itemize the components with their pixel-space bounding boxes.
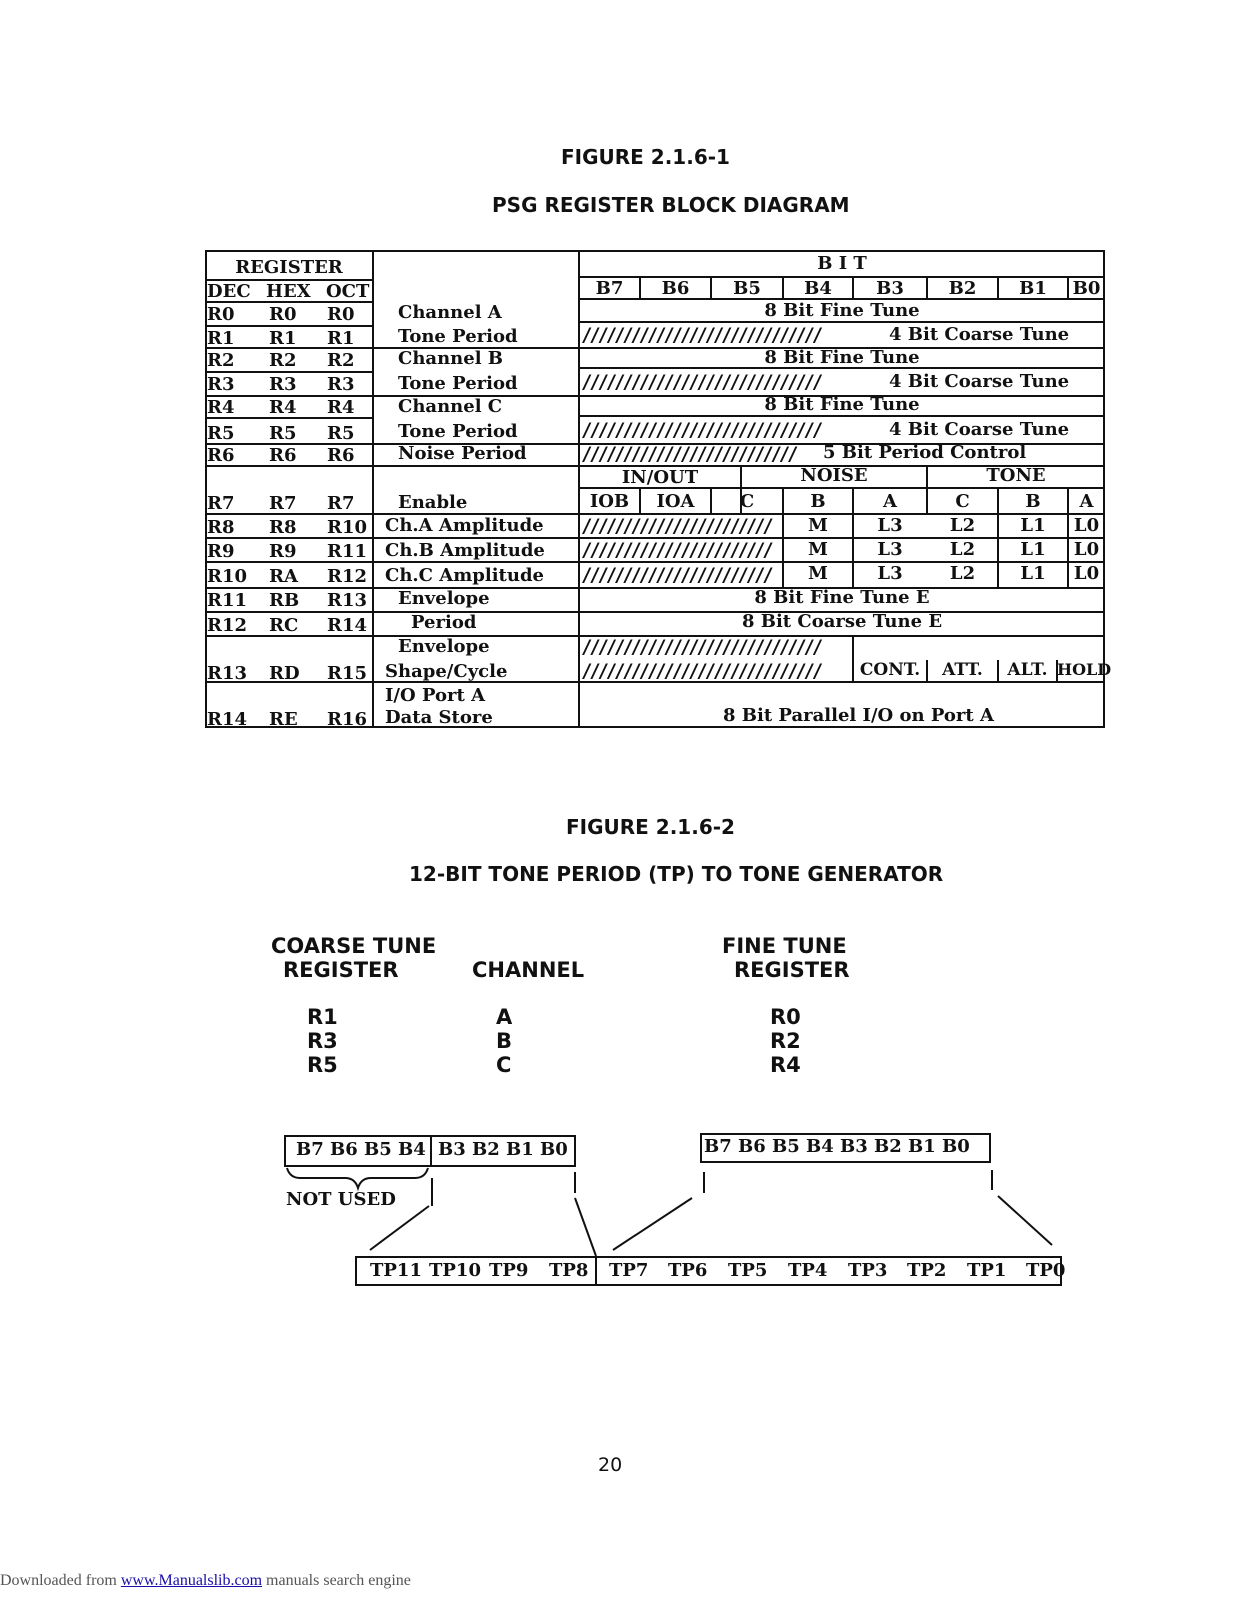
table-row-hex: R2: [269, 350, 297, 371]
table-row-hex: RA: [269, 566, 298, 587]
bit-b3: B3: [876, 278, 904, 299]
table-row-function: Ch.A Amplitude: [385, 515, 544, 536]
table-row-content: 5 Bit Period Control: [823, 442, 1027, 463]
table-row-function: Period: [411, 612, 477, 633]
table-row-oct: R5: [327, 423, 355, 444]
table-row-function: I/O Port A: [385, 685, 486, 706]
table-row-oct: R3: [327, 374, 355, 395]
table-row-function: Envelope: [398, 588, 490, 609]
tp-bit: TP6: [668, 1260, 708, 1281]
table-row-oct: R6: [327, 445, 355, 466]
bit-b1: B1: [1019, 278, 1047, 299]
table-row-dec: R5: [207, 423, 235, 444]
unused-hatch: /////////////////////////////: [581, 372, 820, 392]
tone-period-divider: [595, 1256, 597, 1284]
tp-bit: TP0: [1026, 1260, 1066, 1281]
amplitude-bit: L0: [1073, 515, 1100, 536]
table-row-oct: R2: [327, 350, 355, 371]
unused-hatch: /////////////////////////////: [581, 661, 820, 681]
table-row-function: Envelope: [398, 636, 490, 657]
table-row-hex: R7: [269, 493, 297, 514]
manualslib-link[interactable]: www.Manualslib.com: [120, 1572, 263, 1589]
not-used-label: NOT USED: [286, 1189, 396, 1210]
amplitude-bit: M: [808, 539, 828, 560]
tp-bit: TP8: [549, 1260, 589, 1281]
figure1-title: FIGURE 2.1.6-1: [561, 145, 730, 169]
bit-b2: B2: [948, 278, 977, 299]
coarse-box-low-bits: B3 B2 B1 B0: [438, 1139, 568, 1160]
unused-hatch: /////////////////////////////: [581, 325, 820, 345]
group-noise: NOISE: [800, 465, 868, 486]
amplitude-bit: L3: [877, 515, 903, 536]
tp-bit: TP9: [489, 1260, 529, 1281]
table-row-dec: R11: [207, 590, 248, 611]
coarse-reg: R1: [307, 1005, 338, 1029]
unused-hatch: ///////////////////////: [581, 565, 771, 585]
shape-bit-hold: HOLD: [1057, 660, 1112, 679]
channel-letter: A: [496, 1005, 513, 1029]
unused-hatch: /////////////////////////////: [581, 637, 820, 657]
table-row-dec: R13: [207, 663, 248, 684]
amplitude-bit: L2: [949, 515, 976, 536]
bit-b6: B6: [661, 278, 690, 299]
bit-b5: B5: [733, 278, 761, 299]
enable-bit: IOB: [589, 491, 630, 512]
amplitude-bit: M: [808, 563, 828, 584]
tp-bit: TP2: [907, 1260, 947, 1281]
unused-hatch: //////////////////////////: [581, 444, 796, 464]
oct-header: OCT: [326, 281, 370, 302]
table-row-dec: R1: [207, 328, 235, 349]
table-row-content: 8 Bit Fine Tune: [764, 347, 920, 368]
footer: [0, 1572, 411, 1590]
table-row-content: 8 Bit Coarse Tune E: [741, 611, 943, 632]
bit-b7: B7: [595, 278, 624, 299]
register-header: REGISTER: [235, 257, 343, 278]
table-row-dec: R10: [207, 566, 248, 587]
fine-box-bits: B7 B6 B5 B4 B3 B2 B1 B0: [704, 1136, 970, 1157]
unused-hatch: ///////////////////////: [581, 540, 771, 560]
coarse-register-label: REGISTER: [283, 958, 399, 982]
enable-bit: C: [739, 491, 755, 512]
table-row-content: 8 Bit Fine Tune: [764, 394, 920, 415]
figure2-title: FIGURE 2.1.6-2: [566, 815, 735, 839]
tp-bit: TP3: [848, 1260, 888, 1281]
table-row-function: Channel C: [398, 396, 503, 417]
coarse-reg: R5: [307, 1053, 338, 1077]
enable-bit: C: [955, 491, 970, 512]
table-row-dec: R4: [207, 397, 235, 418]
amplitude-bit: M: [808, 515, 828, 536]
table-row-function: Channel A: [398, 302, 502, 323]
table-row-function: Ch.B Amplitude: [385, 540, 545, 561]
unused-hatch: /////////////////////////////: [581, 420, 820, 440]
table-row-function: Ch.C Amplitude: [385, 565, 544, 586]
amplitude-bit: L3: [877, 563, 903, 584]
bit-b0: B0: [1072, 278, 1101, 299]
page-number: 20: [598, 1454, 623, 1476]
amplitude-bit: L0: [1073, 539, 1100, 560]
table-row-oct: R1: [327, 328, 355, 349]
table-row-function-2: Data Store: [385, 707, 493, 728]
fine-reg: R4: [770, 1053, 801, 1077]
amplitude-bit: L1: [1020, 515, 1046, 536]
fine-reg: R2: [770, 1029, 801, 1053]
tp-bit: TP4: [788, 1260, 828, 1281]
table-row-hex: R5: [269, 423, 297, 444]
table-row-dec: R2: [207, 350, 235, 371]
enable-bit: A: [883, 491, 897, 512]
amplitude-bit: L3: [877, 539, 903, 560]
coarse-box-high-bits: B7 B6 B5 B4: [296, 1139, 426, 1160]
tp-bit: TP11: [370, 1260, 422, 1281]
bit-header: B I T: [817, 253, 867, 274]
amplitude-bit: L2: [949, 563, 976, 584]
table-row-content: 8 Bit Parallel I/O on Port A: [723, 705, 994, 726]
table-row-dec: R0: [207, 304, 235, 325]
coarse-reg: R3: [307, 1029, 338, 1053]
channel-label: CHANNEL: [472, 958, 585, 982]
table-row-hex: R6: [269, 445, 297, 466]
shape-bit-alt: ALT.: [1007, 660, 1048, 680]
table-row-hex: R1: [269, 328, 297, 349]
table-row-oct: R11: [327, 541, 368, 562]
fine-tune-label: FINE TUNE: [722, 934, 847, 958]
table-row-oct: R4: [327, 397, 355, 418]
table-row-oct: R0: [327, 304, 355, 325]
table-row-content: 8 Bit Fine Tune: [764, 300, 920, 321]
tp-bit: TP5: [728, 1260, 768, 1281]
table-row-dec: R3: [207, 374, 235, 395]
table-row-oct: R16: [327, 709, 368, 730]
amplitude-bit: L0: [1073, 563, 1100, 584]
fine-reg: R0: [770, 1005, 801, 1029]
amplitude-bit: L2: [949, 539, 976, 560]
table-row-dec: R7: [207, 493, 235, 514]
table-row-dec: R6: [207, 445, 235, 466]
table-row-dec: R14: [207, 709, 248, 730]
table-row-hex: R9: [269, 541, 297, 562]
table-row-function: Tone Period: [398, 326, 518, 347]
table-row-hex: R3: [269, 374, 297, 395]
enable-bit: A: [1079, 491, 1094, 512]
table-row-dec: R9: [207, 541, 235, 562]
table-row-content: 4 Bit Coarse Tune: [889, 371, 1070, 392]
table-row-oct: R13: [327, 590, 368, 611]
group-in-out: IN/OUT: [621, 467, 699, 488]
table-row-function: Channel B: [398, 348, 504, 369]
tp-bit: TP1: [967, 1260, 1007, 1281]
table-row-hex: R8: [269, 517, 297, 538]
tp-bit: TP10: [429, 1260, 481, 1281]
footer-prefix: Downloaded from: [0, 1572, 121, 1589]
table-row-oct: R14: [327, 615, 368, 636]
table-row-content: 4 Bit Coarse Tune: [889, 324, 1070, 345]
unused-hatch: ///////////////////////: [581, 516, 771, 536]
table-row-dec: R8: [207, 517, 235, 538]
figure2-subtitle: 12-BIT TONE PERIOD (TP) TO TONE GENERATOR: [409, 862, 944, 886]
enable-bit: B: [1025, 491, 1041, 512]
table-row-oct: R7: [327, 493, 355, 514]
figure1-subtitle: PSG REGISTER BLOCK DIAGRAM: [492, 193, 850, 217]
shape-bit-cont: CONT.: [859, 660, 921, 680]
tp-bit: TP7: [609, 1260, 649, 1281]
table-row-function-2: Shape/Cycle: [385, 661, 508, 682]
channel-letter: B: [496, 1029, 513, 1053]
enable-bit: IOA: [656, 491, 695, 512]
fine-register-label: REGISTER: [734, 958, 850, 982]
table-row-function: Tone Period: [398, 421, 518, 442]
enable-bit: B: [810, 491, 826, 512]
table-row-hex: RB: [269, 590, 300, 611]
footer-suffix: manuals search engine: [262, 1572, 411, 1589]
hex-header: HEX: [266, 281, 311, 302]
table-row-hex: R4: [269, 397, 297, 418]
amplitude-bit: L1: [1020, 539, 1046, 560]
channel-letter: C: [496, 1053, 512, 1077]
coarse-tune-label: COARSE TUNE: [271, 934, 437, 958]
table-row-content: 4 Bit Coarse Tune: [889, 419, 1070, 440]
table-row-oct: R12: [327, 566, 368, 587]
table-row-function: Enable: [398, 492, 468, 513]
table-row-hex: RE: [269, 709, 298, 730]
bit-b4: B4: [804, 278, 832, 299]
table-row-hex: RD: [269, 663, 300, 684]
amplitude-bit: L1: [1020, 563, 1046, 584]
table-row-oct: R15: [327, 663, 368, 684]
table-row-function: Noise Period: [398, 443, 527, 464]
table-row-hex: R0: [269, 304, 297, 325]
group-tone: TONE: [986, 465, 1046, 486]
table-row-hex: RC: [269, 615, 299, 636]
table-row-dec: R12: [207, 615, 248, 636]
dec-header: DEC: [207, 281, 251, 302]
table-row-content: 8 Bit Fine Tune E: [754, 587, 930, 608]
shape-bit-att: ATT.: [942, 660, 983, 680]
table-row-function: Tone Period: [398, 373, 518, 394]
table-row-oct: R10: [327, 517, 368, 538]
